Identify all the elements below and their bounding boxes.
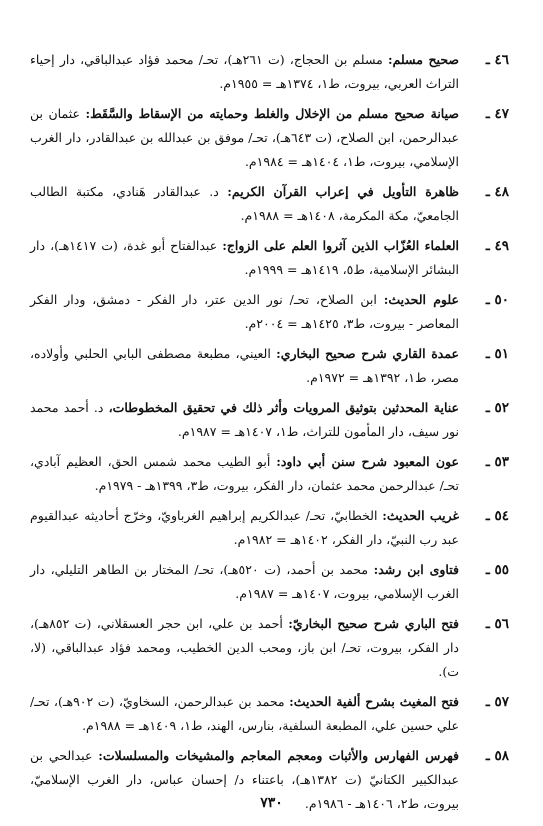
- entry-title: غريب الحديث:: [382, 508, 460, 523]
- entry-text: [30, 612, 459, 684]
- bibliography-entry: [30, 288, 509, 336]
- entry-number: ٥١ ـ: [485, 346, 509, 362]
- bibliography-entry: [30, 342, 509, 390]
- entry-text: [30, 342, 459, 390]
- entry-title: فهرس الفهارس والأثبات ومعجم المعاجم والمشيخات والمسلسلات:: [98, 748, 459, 763]
- entry-details: د. أحمد محمد نور سيف، دار المأمون للتراث، ط١، ١٤٠٧هـ = ١٩٨٧م.: [30, 400, 459, 439]
- entry-details: الخطابيّ، تحـ/ عبدالكريم إبراهيم الغرباويّ، وخرّج أحاديثه عبدالقيوم عبد رب النبيّ، دار الفكر، ١٤٠٢هـ = ١٩٨٢م.: [30, 508, 459, 547]
- entry-details: أحمد بن علي، ابن حجر العسقلاني، (ت ٨٥٢هـ)، دار الفكر، بيروت، تحـ/ ابن باز، ومحب الدين الخطيب، ومحمد فؤاد عبدالباقي، (لا، ت).: [30, 616, 459, 679]
- entry-details: أبو الطيب محمد شمس الحق، العظيم آبادي، تحـ/ عبدالرحمن محمد عثمان، دار الفكر، بيروت، ط٣، ١٣٩٩هـ - ١٩٧٩م.: [30, 454, 459, 493]
- entry-text: [30, 288, 459, 336]
- entry-number: ٤٩ ـ: [485, 238, 509, 254]
- entry-text: [30, 180, 459, 228]
- entry-number: ٥٧ ـ: [485, 694, 509, 710]
- entry-title: عمدة القاري شرح صحيح البخاري:: [276, 346, 460, 361]
- entry-title: ظاهرة التأويل في إعراب القرآن الكريم:: [227, 184, 459, 199]
- entry-number: ٥٢ ـ: [485, 400, 509, 416]
- entry-details: محمد بن أحمد، (ت ٥٢٠هـ)، تحـ/ المختار بن الطاهر التليلي، دار الغرب الإسلامي، بيروت، ١٤٠٧هـ = ١٩٨٧م.: [30, 562, 459, 601]
- entry-number: ٥٣ ـ: [485, 454, 509, 470]
- entry-title: صحيح مسلم:: [387, 52, 459, 67]
- entry-details: مسلم بن الحجاج، (ت ٢٦١هـ)، تحـ/ محمد فؤاد عبدالباقي، دار إحياء التراث العربي، بيروت، ط١، ١٣٧٤هـ = ١٩٥٥م.: [30, 52, 459, 91]
- entry-text: [30, 690, 459, 738]
- entry-title: فتح الباري شرح صحيح البخاريّ:: [288, 616, 459, 631]
- entry-title: فتاوى ابن رشد:: [373, 562, 459, 577]
- entry-number: ٥٤ ـ: [485, 508, 509, 524]
- entry-details: عبدالحي بن عبدالكبير الكتانيّ (ت ١٣٨٢هـ)، باعتناء د/ إحسان عباس، دار الغرب الإسلاميّ، بيروت، ط٢، ١٤٠٦هـ - ١٩٨٦م.: [30, 748, 460, 811]
- bibliography-entry: [30, 690, 509, 738]
- entry-number: ٥٨ ـ: [485, 748, 509, 764]
- entry-text: [30, 102, 459, 174]
- bibliography-entry: [30, 234, 509, 282]
- bibliography-entry: [30, 180, 509, 228]
- entry-number: ٥٠ ـ: [485, 292, 509, 308]
- entry-title: العلماء العُزّاب الذين آثروا العلم على الزواج:: [222, 238, 459, 253]
- entry-text: [30, 558, 459, 606]
- entry-title: عناية المحدثين بتوثيق المرويات وأثر ذلك في تحقيق المخطوطات،: [108, 400, 459, 415]
- bibliography-entry: [30, 450, 509, 498]
- bibliography-entry: [30, 504, 509, 552]
- bibliography-entry: [30, 612, 509, 684]
- entry-details: محمد بن عبدالرحمن، السخاويّ، (ت ٩٠٢هـ)، تحـ/ علي حسين علي، المطبعة السلفية، بنارس، الهند، ط١، ١٤٠٩هـ = ١٩٨٨م.: [30, 694, 459, 733]
- entry-title: علوم الحديث:: [383, 292, 459, 307]
- bibliography-entry: [30, 558, 509, 606]
- entry-text: [30, 234, 459, 282]
- entry-text: [30, 450, 459, 498]
- entry-number: ٤٦ ـ: [485, 52, 509, 68]
- entry-title: فتح المغيث بشرح ألفية الحديث:: [289, 694, 459, 709]
- bibliography-list: [30, 48, 509, 816]
- entry-text: [30, 396, 459, 444]
- entry-text: [30, 504, 459, 552]
- page-number: ٧٣٠: [260, 795, 283, 811]
- entry-text: [30, 48, 459, 96]
- entry-details: عثمان بن عبدالرحمن، ابن الصلاح، (ت ٦٤٣هـ)، تحـ/ موفق بن عبدالله بن عبدالقادر، دار الغرب الإسلامي، بيروت، ط١، ١٤٠٤هـ = ١٩٨٤م.: [30, 106, 459, 169]
- entry-details: العيني، مطبعة مصطفى البابي الحلبي وأولاده، مصر، ط١، ١٣٩٢هـ = ١٩٧٢م.: [30, 346, 459, 385]
- entry-number: ٥٥ ـ: [485, 562, 509, 578]
- entry-details: ابن الصلاح، تحـ/ نور الدين عتر، دار الفكر - دمشق، ودار الفكر المعاصر - بيروت، ط٣، ١٤٢٥هـ = ٢٠٠٤م.: [30, 292, 459, 331]
- entry-details: د. عبدالقادر هَنادي، مكتبة الطالب الجامعيّ، مكة المكرمة، ١٤٠٨هـ = ١٩٨٨م.: [30, 184, 459, 223]
- entry-title: عون المعبود شرح سنن أبي داود:: [276, 454, 459, 469]
- bibliography-entry: [30, 396, 509, 444]
- entry-number: ٥٦ ـ: [485, 616, 509, 632]
- entry-details: عبدالفتاح أبو غدة، (ت ١٤١٧هـ)، دار البشائر الإسلامية، ط٥، ١٤١٩هـ = ١٩٩٩م.: [30, 238, 459, 277]
- bibliography-entry: [30, 48, 509, 96]
- entry-number: ٤٧ ـ: [485, 106, 509, 122]
- entry-number: ٤٨ ـ: [485, 184, 509, 200]
- entry-title: صيانة صحيح مسلم من الإخلال والغلط وحمايته من الإسقاط والسَّقَط:: [85, 106, 459, 121]
- bibliography-entry: [30, 102, 509, 174]
